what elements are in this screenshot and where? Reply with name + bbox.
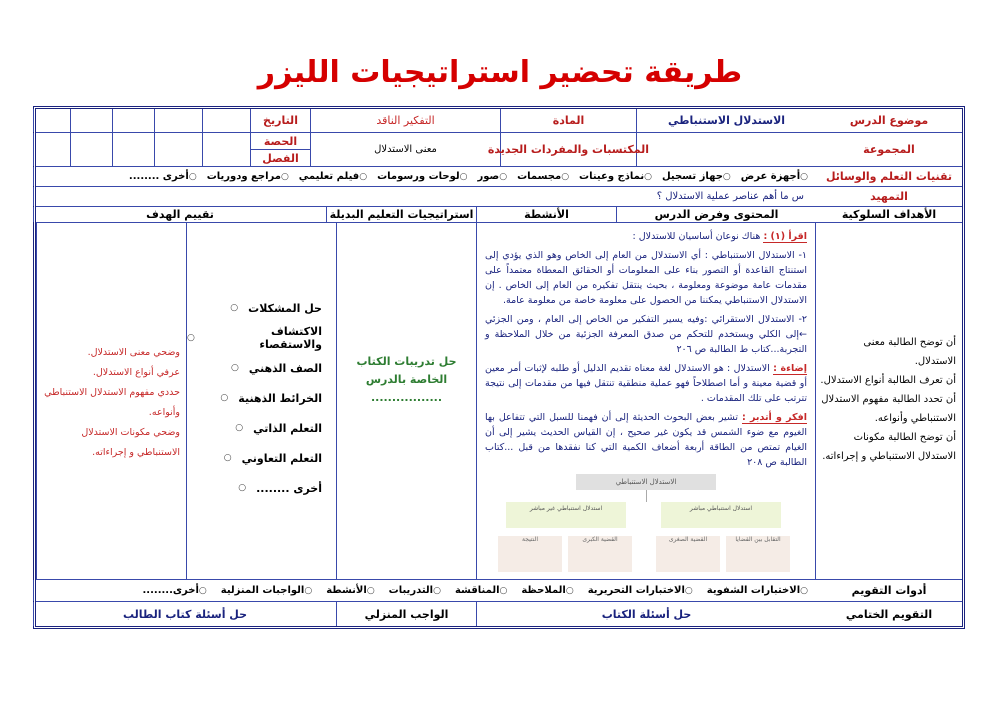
diagram-image (496, 474, 796, 574)
date-cell-2[interactable] (154, 109, 202, 132)
tool-option[interactable]: ○فيلم تعليمي (298, 171, 368, 182)
strategies-column (186, 223, 336, 579)
read-label: اقرأ (١) : (763, 231, 807, 242)
topic-value[interactable]: الاستدلال الاستنباطي (636, 109, 816, 132)
content-header: المحتوى وفرض الدرس (616, 207, 816, 222)
diagram-connector (646, 490, 647, 502)
page-title: طريقة تحضير استراتيجيات الليزر (257, 55, 743, 90)
tool-option[interactable]: ○جهاز تسجيل (661, 171, 731, 182)
objectives-header: الأهداف السلوكية (841, 208, 937, 221)
think-text: تشير بعض البحوث الحديثة إلى أن فهمنا للسبل التي تتفاعل بها الغيوم مع ضوء الشمس قد يكون غير صحيح ، إن القياس الحديث يشير إلى أن الغيام تمتص من الطاقة أربعة أضعاف الكمية التي كنا نفقدها من قبل ...كتاب الطالبة ص ٢٠٨ (485, 412, 807, 468)
tools-label: تقنيات التعلم والوسائل (825, 170, 953, 183)
strategy-option[interactable]: التعلم التعاوني ○ (223, 451, 322, 465)
objective-item: أن توضح الطالبة مكونات الاستدلال الاستنباطي و إجراءاته. (822, 432, 956, 462)
objective-item: أن توضح الطالبة معنى الاستدلال. (863, 337, 956, 367)
assessment-item: وضحي معنى الاستدلال. (87, 347, 180, 358)
evaluation-option[interactable]: ○الاختبارات الشفوية (706, 585, 808, 596)
date-cell-4[interactable] (70, 109, 112, 132)
assessment-item: وضحي مكونات الاستدلال الاستنباطي و إجراءاته. (81, 427, 180, 458)
period-cell-2[interactable] (154, 133, 202, 166)
add-label: إضاءة : (773, 363, 807, 374)
tool-option[interactable]: ○لوحات ورسومات (377, 171, 468, 182)
diagram-box-r1: القضية الكبرى (568, 536, 632, 572)
period-class-labels (250, 133, 310, 166)
diagram-box-r2: النتيجة (498, 536, 562, 572)
intro-question: س ما أهم عناصر عملية الاستدلال ؟ (33, 187, 816, 206)
row-evaluation (36, 580, 962, 602)
date-cell-1[interactable] (202, 109, 250, 132)
row-group (36, 133, 962, 167)
content-paragraph: ٢- الاستدلال الاستقرائي :وفيه يسير التفكير من الخاص إلى العام ، ومن الجزئي ←إلى الكلي ويستخدم للتحكم من صدق المعرفة الجزئية من خلال الملاحظة و التجربة...كتاب ط الطالبة ص ٢٠٦ (485, 314, 807, 355)
date-label: التاريخ (250, 109, 310, 132)
row-final (36, 602, 962, 626)
assessment-item: عرفي أنواع الاستدلال. (92, 367, 180, 378)
final-label: التقويم الختامي (845, 607, 933, 621)
evaluation-option[interactable]: ○الواجبات المنزلية (220, 585, 313, 596)
content-paragraph: ١- الاستدلال الاستنباطي : أي الاستدلال من العام إلى الخاص وهو الذي يؤدي إلى استنتاج القاعدة أو التصور بناء على المعلومات أو الحقائق المعطاة معتمداً على مقدمات عامة موضوعة ومعلومة ، بحيث ينتقل تفكيره من العام إلى الخاص . إن الاستدلال الاستنباطي يمكننا من الحصول على معلومة خاصة من معلومة عامة. (485, 250, 807, 306)
diagram-box-l1: التقابل بين القضايا (726, 536, 790, 572)
row-column-headers (36, 207, 962, 223)
homework-label: الواجب المنزلي (336, 602, 476, 626)
period-cell-3[interactable] (112, 133, 154, 166)
row-tools (36, 167, 962, 187)
period-cell-1[interactable] (202, 133, 250, 166)
intro-label: التمهيد (870, 190, 908, 203)
row-intro (36, 187, 962, 207)
subject-value[interactable]: التفكير الناقد (310, 109, 500, 132)
vocab-label: المكتسبات والمفردات الجديدة (500, 133, 636, 166)
vocab-value[interactable]: معنى الاستدلال (310, 133, 500, 166)
period-cell-5[interactable] (33, 133, 70, 166)
group-value[interactable] (636, 133, 816, 166)
evaluation-option[interactable]: ○الاختبارات التحريرية (587, 585, 693, 596)
assessment-column (36, 223, 186, 579)
strategy-option[interactable]: حل المشكلات ○ (230, 301, 322, 315)
strategy-option[interactable]: التعلم الذاتي ○ (235, 421, 322, 435)
think-label: افكر و أتدبر : (741, 412, 807, 423)
objective-item: أن تحدد الطالبة مفهوم الاستدلال الاستنباطي وأنواعه. (821, 394, 956, 424)
activity-text: حل تدريبات الكتاب الخاصة بالدرس (356, 355, 457, 386)
diagram-right: استدلال استنباطي غير مباشر (506, 502, 626, 528)
tool-option[interactable]: ○مجسمات (517, 171, 570, 182)
subject-label: المادة (500, 109, 636, 132)
tool-option[interactable]: ○أخرى ........ (128, 171, 197, 182)
strategy-option[interactable]: الاكتشاف والاستقصاء ○ (187, 325, 322, 351)
period-label: الحصة (251, 133, 310, 150)
tool-option[interactable]: ○نماذج وعينات (579, 171, 652, 182)
strategy-option[interactable]: أخرى ........ ○ (238, 481, 322, 495)
tool-option[interactable]: ○أجهزة عرض (740, 171, 808, 182)
evaluation-option[interactable]: ○التدريبات (388, 585, 441, 596)
activities-header: الأنشطة (476, 207, 616, 222)
period-cell-4[interactable] (70, 133, 112, 166)
tool-option[interactable]: ○صور (477, 171, 508, 182)
evaluation-label: أدوات التقويم (851, 584, 927, 597)
evaluation-option[interactable]: ○الأنشطة (326, 585, 375, 596)
topic-label: موضوع الدرس (849, 114, 929, 127)
diagram-top: الاستدلال الاستنباطي (576, 474, 716, 490)
assessment-header: تقييم الهدف (33, 207, 326, 222)
objectives-column (816, 223, 962, 579)
lesson-plan-table (33, 106, 965, 629)
read-text: هناك نوعان أساسيان للاستدلال : (632, 231, 761, 242)
homework-value[interactable]: حل أسئلة كتاب الطالب (33, 602, 336, 626)
objective-item: أن تعرف الطالبة أنواع الاستدلال. (820, 375, 956, 386)
evaluation-options (33, 580, 816, 601)
date-cell-3[interactable] (112, 109, 154, 132)
evaluation-option[interactable]: ○المناقشة (454, 585, 508, 596)
add-text: الاستدلال : هو الاستدلال لغة معناه تقديم الدليل أو طلبه لإثبات أمر معين أو قضية معينة و أما اصطلاحاً فهو عملية منطقية تنتقل فيها من مقدمات إلى نتيجة تترتب على تلك المقدمات . (485, 363, 807, 404)
row-main-body (36, 223, 962, 580)
date-cell-5[interactable] (33, 109, 70, 132)
assessment-item: حددي مفهوم الاستدلال الاستنباطي وأنواعه. (44, 387, 180, 418)
final-book[interactable]: حل أسئلة الكتاب (476, 602, 816, 626)
strategies-header: استراتيجيات التعليم البديلة (326, 207, 476, 222)
evaluation-option[interactable]: ○الملاحظة (521, 585, 574, 596)
diagram-left: استدلال استنباطي مباشر (661, 502, 781, 528)
strategy-option[interactable]: الصف الذهني ○ (230, 361, 322, 375)
group-label: المجموعة (863, 143, 915, 156)
diagram-box-l2: القضية الصغرى (656, 536, 720, 572)
evaluation-option[interactable]: ○أخرى........ (142, 585, 207, 596)
row-topic (36, 109, 962, 133)
tool-option[interactable]: ○مراجع ودوريات (206, 171, 289, 182)
strategy-option[interactable]: الخرائط الذهنية ○ (220, 391, 322, 405)
activities-column (336, 223, 476, 579)
content-column (476, 223, 816, 579)
tools-options (33, 167, 816, 186)
class-label: الفصل (262, 151, 299, 165)
activity-dots: ................. (370, 391, 443, 404)
